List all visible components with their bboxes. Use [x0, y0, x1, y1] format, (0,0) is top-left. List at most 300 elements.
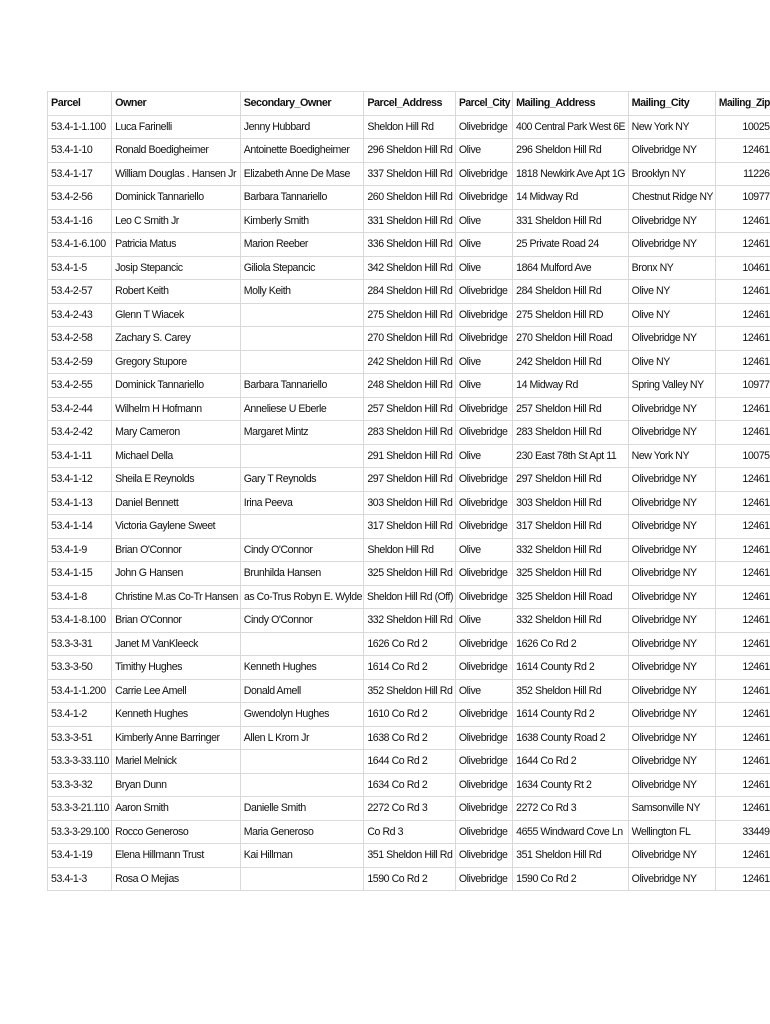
owner-cell: Bryan Dunn: [112, 773, 241, 797]
mailing-address-cell: 1864 Mulford Ave: [513, 256, 628, 280]
mailing-city-cell: Olivebridge NY: [628, 468, 715, 492]
parcel-city-cell: Olive: [455, 233, 512, 257]
table-row: [48, 209, 770, 233]
parcel-address-cell: 352 Sheldon Hill Rd: [364, 679, 456, 703]
mailing-city-cell: Olivebridge NY: [628, 421, 715, 445]
parcel-cell: 53.4-1-17: [48, 162, 112, 186]
parcel-cell: 53.4-2-43: [48, 303, 112, 327]
mailing-city-cell: Olivebridge NY: [628, 632, 715, 656]
table-row: [48, 515, 770, 539]
secondary-owner-cell: Cindy O'Connor: [240, 609, 364, 633]
parcel-address-cell: 1634 Co Rd 2: [364, 773, 456, 797]
parcel-city-cell: Olivebridge: [455, 632, 512, 656]
mailing-zip-cell: 12461: [715, 632, 770, 656]
parcel-city-cell: Olive: [455, 609, 512, 633]
table-row: [48, 844, 770, 868]
secondary-owner-cell: [240, 632, 364, 656]
table-row: [48, 703, 770, 727]
parcel-cell: 53.4-1-19: [48, 844, 112, 868]
parcel-city-cell: Olivebridge: [455, 844, 512, 868]
mailing-zip-cell: 12461: [715, 538, 770, 562]
secondary-owner-cell: Irina Peeva: [240, 491, 364, 515]
secondary-owner-cell: Elizabeth Anne De Mase: [240, 162, 364, 186]
parcel-address-cell: 337 Sheldon Hill Rd: [364, 162, 456, 186]
mailing-address-cell: 352 Sheldon Hill Rd: [513, 679, 628, 703]
header-owner: Owner: [112, 92, 241, 116]
table-row: [48, 444, 770, 468]
table-row: [48, 233, 770, 257]
table-row: [48, 656, 770, 680]
secondary-owner-cell: Jenny Hubbard: [240, 115, 364, 139]
secondary-owner-cell: Danielle Smith: [240, 797, 364, 821]
parcel-cell: 53.4-1-8.100: [48, 609, 112, 633]
owner-cell: Elena Hillmann Trust: [112, 844, 241, 868]
parcel-city-cell: Olive: [455, 374, 512, 398]
parcel-cell: 53.4-2-42: [48, 421, 112, 445]
parcel-city-cell: Olivebridge: [455, 867, 512, 891]
owner-cell: Mariel Melnick: [112, 750, 241, 774]
table-row: [48, 374, 770, 398]
owner-cell: Dominick Tannariello: [112, 186, 241, 210]
parcel-address-cell: 283 Sheldon Hill Rd: [364, 421, 456, 445]
owner-cell: Gregory Stupore: [112, 350, 241, 374]
parcel-city-cell: Olive: [455, 538, 512, 562]
parcel-city-cell: Olivebridge: [455, 303, 512, 327]
parcel-address-cell: 332 Sheldon Hill Rd: [364, 609, 456, 633]
header-parcel: Parcel: [48, 92, 112, 116]
table-row: [48, 726, 770, 750]
parcel-cell: 53.4-1-9: [48, 538, 112, 562]
mailing-city-cell: Olivebridge NY: [628, 491, 715, 515]
mailing-address-cell: 317 Sheldon Hill Rd: [513, 515, 628, 539]
secondary-owner-cell: [240, 750, 364, 774]
table-row: [48, 538, 770, 562]
parcel-city-cell: Olive: [455, 679, 512, 703]
parcel-table: [47, 91, 770, 891]
mailing-address-cell: 1614 County Rd 2: [513, 703, 628, 727]
parcel-address-cell: 297 Sheldon Hill Rd: [364, 468, 456, 492]
parcel-city-cell: Olive: [455, 139, 512, 163]
mailing-zip-cell: 12461: [715, 209, 770, 233]
mailing-zip-cell: 33449: [715, 820, 770, 844]
secondary-owner-cell: Cindy O'Connor: [240, 538, 364, 562]
mailing-zip-cell: 10461: [715, 256, 770, 280]
mailing-city-cell: Brooklyn NY: [628, 162, 715, 186]
secondary-owner-cell: Kenneth Hughes: [240, 656, 364, 680]
mailing-address-cell: 325 Sheldon Hill Road: [513, 585, 628, 609]
parcel-city-cell: Olivebridge: [455, 491, 512, 515]
parcel-address-cell: 291 Sheldon Hill Rd: [364, 444, 456, 468]
table-row: [48, 632, 770, 656]
owner-cell: Daniel Bennett: [112, 491, 241, 515]
header-parcel-address: Parcel_Address: [364, 92, 456, 116]
table-row: [48, 797, 770, 821]
owner-cell: William Douglas . Hansen Jr: [112, 162, 241, 186]
table-row: [48, 421, 770, 445]
mailing-city-cell: Olivebridge NY: [628, 538, 715, 562]
parcel-address-cell: 342 Sheldon Hill Rd: [364, 256, 456, 280]
mailing-address-cell: 351 Sheldon Hill Rd: [513, 844, 628, 868]
table-row: [48, 773, 770, 797]
secondary-owner-cell: [240, 327, 364, 351]
owner-cell: Wilhelm H Hofmann: [112, 397, 241, 421]
owner-cell: Luca Farinelli: [112, 115, 241, 139]
mailing-zip-cell: 11226: [715, 162, 770, 186]
secondary-owner-cell: [240, 867, 364, 891]
table-row: [48, 139, 770, 163]
parcel-city-cell: Olivebridge: [455, 703, 512, 727]
mailing-city-cell: Samsonville NY: [628, 797, 715, 821]
parcel-cell: 53.4-1-3: [48, 867, 112, 891]
mailing-zip-cell: 12461: [715, 350, 770, 374]
parcel-city-cell: Olivebridge: [455, 820, 512, 844]
parcel-address-cell: 284 Sheldon Hill Rd: [364, 280, 456, 304]
parcel-address-cell: 248 Sheldon Hill Rd: [364, 374, 456, 398]
parcel-cell: 53.4-1-14: [48, 515, 112, 539]
owner-cell: Dominick Tannariello: [112, 374, 241, 398]
table-row: [48, 468, 770, 492]
parcel-address-cell: 270 Sheldon Hill Rd: [364, 327, 456, 351]
owner-cell: Josip Stepancic: [112, 256, 241, 280]
owner-cell: Timithy Hughes: [112, 656, 241, 680]
mailing-zip-cell: 12461: [715, 797, 770, 821]
mailing-city-cell: Wellington FL: [628, 820, 715, 844]
parcel-cell: 53.4-2-59: [48, 350, 112, 374]
parcel-cell: 53.3-3-51: [48, 726, 112, 750]
parcel-cell: 53.3-3-32: [48, 773, 112, 797]
mailing-city-cell: Olivebridge NY: [628, 679, 715, 703]
mailing-zip-cell: 12461: [715, 703, 770, 727]
mailing-zip-cell: 12461: [715, 656, 770, 680]
mailing-address-cell: 230 East 78th St Apt 11: [513, 444, 628, 468]
owner-cell: Kimberly Anne Barringer: [112, 726, 241, 750]
secondary-owner-cell: [240, 444, 364, 468]
owner-cell: Brian O'Connor: [112, 538, 241, 562]
parcel-cell: 53.4-1-2: [48, 703, 112, 727]
parcel-cell: 53.4-1-13: [48, 491, 112, 515]
parcel-city-cell: Olive: [455, 444, 512, 468]
owner-cell: Robert Keith: [112, 280, 241, 304]
table-row: [48, 280, 770, 304]
parcel-address-cell: 257 Sheldon Hill Rd: [364, 397, 456, 421]
header-parcel-city: Parcel_City: [455, 92, 512, 116]
parcel-city-cell: Olivebridge: [455, 468, 512, 492]
parcel-address-cell: 317 Sheldon Hill Rd: [364, 515, 456, 539]
secondary-owner-cell: Maria Generoso: [240, 820, 364, 844]
table-row: [48, 679, 770, 703]
table-row: [48, 397, 770, 421]
parcel-cell: 53.4-1-15: [48, 562, 112, 586]
parcel-city-cell: Olive: [455, 350, 512, 374]
mailing-address-cell: 4655 Windward Cove Ln: [513, 820, 628, 844]
parcel-address-cell: Co Rd 3: [364, 820, 456, 844]
table-row: [48, 609, 770, 633]
owner-cell: Michael Della: [112, 444, 241, 468]
header-mailing-city: Mailing_City: [628, 92, 715, 116]
secondary-owner-cell: Giliola Stepancic: [240, 256, 364, 280]
parcel-city-cell: Olivebridge: [455, 186, 512, 210]
table-row: [48, 350, 770, 374]
mailing-city-cell: Olive NY: [628, 303, 715, 327]
owner-cell: Christine M.as Co-Tr Hansen: [112, 585, 241, 609]
mailing-zip-cell: 12461: [715, 233, 770, 257]
mailing-zip-cell: 12461: [715, 585, 770, 609]
secondary-owner-cell: Kimberly Smith: [240, 209, 364, 233]
parcel-city-cell: Olivebridge: [455, 726, 512, 750]
owner-cell: Victoria Gaylene Sweet: [112, 515, 241, 539]
mailing-city-cell: Olivebridge NY: [628, 773, 715, 797]
parcel-city-cell: Olivebridge: [455, 327, 512, 351]
parcel-address-cell: 260 Sheldon Hill Rd: [364, 186, 456, 210]
parcel-cell: 53.4-1-11: [48, 444, 112, 468]
mailing-city-cell: Olive NY: [628, 350, 715, 374]
mailing-zip-cell: 12461: [715, 726, 770, 750]
parcel-cell: 53.4-2-56: [48, 186, 112, 210]
table-row: [48, 186, 770, 210]
table-row: [48, 585, 770, 609]
mailing-zip-cell: 12461: [715, 491, 770, 515]
secondary-owner-cell: Anneliese U Eberle: [240, 397, 364, 421]
table-row: [48, 750, 770, 774]
mailing-zip-cell: 10977: [715, 374, 770, 398]
mailing-zip-cell: 12461: [715, 750, 770, 774]
mailing-city-cell: Olivebridge NY: [628, 327, 715, 351]
secondary-owner-cell: as Co-Trus Robyn E. Wylde: [240, 585, 364, 609]
parcel-city-cell: Olivebridge: [455, 585, 512, 609]
mailing-address-cell: 1614 County Rd 2: [513, 656, 628, 680]
owner-cell: Rosa O Mejias: [112, 867, 241, 891]
mailing-address-cell: 332 Sheldon Hill Rd: [513, 609, 628, 633]
parcel-cell: 53.4-1-1.100: [48, 115, 112, 139]
parcel-address-cell: Sheldon Hill Rd (Off): [364, 585, 456, 609]
mailing-address-cell: 275 Sheldon Hill RD: [513, 303, 628, 327]
mailing-city-cell: Olivebridge NY: [628, 844, 715, 868]
parcel-cell: 53.4-1-1.200: [48, 679, 112, 703]
mailing-address-cell: 14 Midway Rd: [513, 374, 628, 398]
parcel-cell: 53.3-3-33.110: [48, 750, 112, 774]
mailing-zip-cell: 12461: [715, 867, 770, 891]
parcel-address-cell: Sheldon Hill Rd: [364, 538, 456, 562]
mailing-city-cell: Olivebridge NY: [628, 703, 715, 727]
secondary-owner-cell: [240, 773, 364, 797]
table-row: [48, 327, 770, 351]
parcel-address-cell: 336 Sheldon Hill Rd: [364, 233, 456, 257]
parcel-address-cell: 1614 Co Rd 2: [364, 656, 456, 680]
table-row: [48, 491, 770, 515]
parcel-address-cell: 242 Sheldon Hill Rd: [364, 350, 456, 374]
mailing-zip-cell: 12461: [715, 679, 770, 703]
owner-cell: Sheila E Reynolds: [112, 468, 241, 492]
header-mailing-address: Mailing_Address: [513, 92, 628, 116]
mailing-address-cell: 284 Sheldon Hill Rd: [513, 280, 628, 304]
secondary-owner-cell: Gary T Reynolds: [240, 468, 364, 492]
owner-cell: Leo C Smith Jr: [112, 209, 241, 233]
parcel-address-cell: 1610 Co Rd 2: [364, 703, 456, 727]
parcel-cell: 53.4-1-5: [48, 256, 112, 280]
mailing-zip-cell: 12461: [715, 327, 770, 351]
parcel-city-cell: Olivebridge: [455, 397, 512, 421]
mailing-city-cell: Chestnut Ridge NY: [628, 186, 715, 210]
mailing-zip-cell: 12461: [715, 280, 770, 304]
secondary-owner-cell: Brunhilda Hansen: [240, 562, 364, 586]
table-row: [48, 115, 770, 139]
mailing-address-cell: 1638 County Road 2: [513, 726, 628, 750]
mailing-city-cell: Bronx NY: [628, 256, 715, 280]
mailing-zip-cell: 10025: [715, 115, 770, 139]
parcel-city-cell: Olive: [455, 256, 512, 280]
mailing-city-cell: Olive NY: [628, 280, 715, 304]
mailing-zip-cell: 12461: [715, 397, 770, 421]
parcel-cell: 53.4-2-44: [48, 397, 112, 421]
header-mailing-zip: Mailing_Zip: [715, 92, 770, 116]
mailing-address-cell: 303 Sheldon Hill Rd: [513, 491, 628, 515]
parcel-city-cell: Olivebridge: [455, 162, 512, 186]
table-row: [48, 867, 770, 891]
secondary-owner-cell: [240, 303, 364, 327]
mailing-zip-cell: 10977: [715, 186, 770, 210]
parcel-address-cell: 2272 Co Rd 3: [364, 797, 456, 821]
header-row: [48, 92, 770, 116]
table-row: [48, 162, 770, 186]
parcel-address-cell: 296 Sheldon Hill Rd: [364, 139, 456, 163]
parcel-cell: 53.4-2-55: [48, 374, 112, 398]
parcel-city-cell: Olivebridge: [455, 773, 512, 797]
owner-cell: John G Hansen: [112, 562, 241, 586]
owner-cell: Mary Cameron: [112, 421, 241, 445]
mailing-zip-cell: 12461: [715, 609, 770, 633]
parcel-city-cell: Olivebridge: [455, 115, 512, 139]
parcel-cell: 53.3-3-21.110: [48, 797, 112, 821]
mailing-city-cell: Olivebridge NY: [628, 515, 715, 539]
table-row: [48, 562, 770, 586]
mailing-city-cell: Olivebridge NY: [628, 397, 715, 421]
mailing-address-cell: 297 Sheldon Hill Rd: [513, 468, 628, 492]
parcel-address-cell: 303 Sheldon Hill Rd: [364, 491, 456, 515]
table-row: [48, 256, 770, 280]
parcel-address-cell: 351 Sheldon Hill Rd: [364, 844, 456, 868]
parcel-city-cell: Olivebridge: [455, 562, 512, 586]
mailing-zip-cell: 12461: [715, 562, 770, 586]
secondary-owner-cell: Gwendolyn Hughes: [240, 703, 364, 727]
mailing-city-cell: New York NY: [628, 115, 715, 139]
parcel-address-cell: 1590 Co Rd 2: [364, 867, 456, 891]
secondary-owner-cell: Marion Reeber: [240, 233, 364, 257]
parcel-city-cell: Olivebridge: [455, 656, 512, 680]
secondary-owner-cell: [240, 515, 364, 539]
parcel-city-cell: Olivebridge: [455, 280, 512, 304]
secondary-owner-cell: [240, 350, 364, 374]
mailing-address-cell: 242 Sheldon Hill Rd: [513, 350, 628, 374]
secondary-owner-cell: Barbara Tannariello: [240, 374, 364, 398]
secondary-owner-cell: Barbara Tannariello: [240, 186, 364, 210]
parcel-cell: 53.3-3-31: [48, 632, 112, 656]
mailing-address-cell: 331 Sheldon Hill Rd: [513, 209, 628, 233]
mailing-zip-cell: 12461: [715, 421, 770, 445]
mailing-city-cell: Olivebridge NY: [628, 562, 715, 586]
parcel-city-cell: Olivebridge: [455, 797, 512, 821]
mailing-zip-cell: 10075: [715, 444, 770, 468]
owner-cell: Patricia Matus: [112, 233, 241, 257]
mailing-address-cell: 14 Midway Rd: [513, 186, 628, 210]
parcel-address-cell: 1626 Co Rd 2: [364, 632, 456, 656]
mailing-city-cell: Olivebridge NY: [628, 585, 715, 609]
parcel-address-cell: 325 Sheldon Hill Rd: [364, 562, 456, 586]
parcel-cell: 53.4-1-16: [48, 209, 112, 233]
parcel-cell: 53.4-2-57: [48, 280, 112, 304]
owner-cell: Aaron Smith: [112, 797, 241, 821]
mailing-zip-cell: 12461: [715, 515, 770, 539]
mailing-city-cell: Olivebridge NY: [628, 656, 715, 680]
mailing-zip-cell: 12461: [715, 844, 770, 868]
table-row: [48, 303, 770, 327]
secondary-owner-cell: Allen L Krom Jr: [240, 726, 364, 750]
mailing-address-cell: 296 Sheldon Hill Rd: [513, 139, 628, 163]
mailing-zip-cell: 12461: [715, 139, 770, 163]
mailing-zip-cell: 12461: [715, 303, 770, 327]
mailing-zip-cell: 12461: [715, 773, 770, 797]
secondary-owner-cell: Donald Amell: [240, 679, 364, 703]
mailing-address-cell: 283 Sheldon Hill Rd: [513, 421, 628, 445]
mailing-address-cell: 332 Sheldon Hill Rd: [513, 538, 628, 562]
mailing-address-cell: 400 Central Park West 6E: [513, 115, 628, 139]
owner-cell: Glenn T Wiacek: [112, 303, 241, 327]
parcel-address-cell: 1638 Co Rd 2: [364, 726, 456, 750]
parcel-address-cell: 331 Sheldon Hill Rd: [364, 209, 456, 233]
mailing-address-cell: 1590 Co Rd 2: [513, 867, 628, 891]
mailing-address-cell: 1818 Newkirk Ave Apt 1G: [513, 162, 628, 186]
parcel-city-cell: Olive: [455, 209, 512, 233]
parcel-cell: 53.4-1-12: [48, 468, 112, 492]
mailing-city-cell: Spring Valley NY: [628, 374, 715, 398]
secondary-owner-cell: Margaret Mintz: [240, 421, 364, 445]
mailing-zip-cell: 12461: [715, 468, 770, 492]
mailing-city-cell: Olivebridge NY: [628, 139, 715, 163]
owner-cell: Kenneth Hughes: [112, 703, 241, 727]
owner-cell: Brian O'Connor: [112, 609, 241, 633]
parcel-address-cell: 275 Sheldon Hill Rd: [364, 303, 456, 327]
owner-cell: Rocco Generoso: [112, 820, 241, 844]
mailing-city-cell: Olivebridge NY: [628, 867, 715, 891]
parcel-cell: 53.3-3-29.100: [48, 820, 112, 844]
owner-cell: Janet M VanKleeck: [112, 632, 241, 656]
parcel-city-cell: Olivebridge: [455, 515, 512, 539]
secondary-owner-cell: Antoinette Boedigheimer: [240, 139, 364, 163]
mailing-address-cell: 25 Private Road 24: [513, 233, 628, 257]
mailing-city-cell: Olivebridge NY: [628, 726, 715, 750]
mailing-address-cell: 1626 Co Rd 2: [513, 632, 628, 656]
parcel-address-cell: 1644 Co Rd 2: [364, 750, 456, 774]
parcel-address-cell: Sheldon Hill Rd: [364, 115, 456, 139]
owner-cell: Zachary S. Carey: [112, 327, 241, 351]
mailing-city-cell: New York NY: [628, 444, 715, 468]
mailing-address-cell: 325 Sheldon Hill Rd: [513, 562, 628, 586]
mailing-address-cell: 2272 Co Rd 3: [513, 797, 628, 821]
mailing-city-cell: Olivebridge NY: [628, 233, 715, 257]
secondary-owner-cell: Kai Hillman: [240, 844, 364, 868]
mailing-address-cell: 1644 Co Rd 2: [513, 750, 628, 774]
secondary-owner-cell: Molly Keith: [240, 280, 364, 304]
owner-cell: Carrie Lee Amell: [112, 679, 241, 703]
mailing-city-cell: Olivebridge NY: [628, 609, 715, 633]
mailing-address-cell: 1634 County Rt 2: [513, 773, 628, 797]
parcel-cell: 53.4-1-6.100: [48, 233, 112, 257]
mailing-address-cell: 257 Sheldon Hill Rd: [513, 397, 628, 421]
parcel-city-cell: Olivebridge: [455, 421, 512, 445]
mailing-city-cell: Olivebridge NY: [628, 750, 715, 774]
mailing-address-cell: 270 Sheldon Hill Road: [513, 327, 628, 351]
parcel-cell: 53.4-2-58: [48, 327, 112, 351]
owner-cell: Ronald Boedigheimer: [112, 139, 241, 163]
